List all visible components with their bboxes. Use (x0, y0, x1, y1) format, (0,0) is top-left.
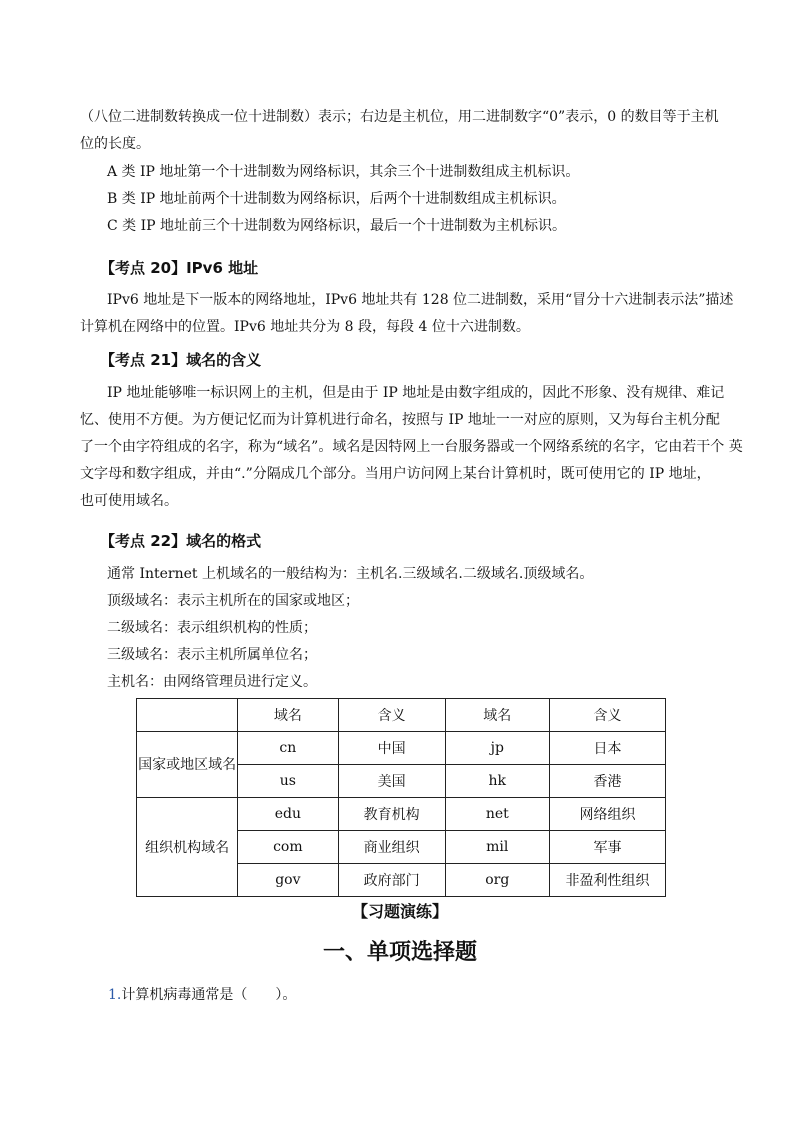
table-cell: mil (445, 831, 549, 864)
table-cell: us (238, 765, 338, 798)
table-cell: edu (238, 798, 338, 831)
table-header-cell: 含义 (338, 699, 445, 732)
table-cell: 美国 (338, 765, 445, 798)
section-21-line-1: IP 地址能够唯一标识网上的主机，但是由于 IP 地址是由数字组成的，因此不形象、没有规律、难记 (107, 385, 725, 401)
table-cell: 香港 (549, 765, 665, 798)
section-22-line-1: 通常 Internet 上机域名的一般结构为：主机名.三级域名.二级域名.顶级域名。 (107, 566, 594, 582)
section-20-line-1: IPv6 地址是下一版本的网络地址，IPv6 地址共有 128 位二进制数，采用“冒分十六进制表示法”描述 (107, 292, 734, 308)
section-20-line-2: 计算机在网络中的位置。IPv6 地址共分为 8 段，每段 4 位十六进制数。 (80, 319, 530, 335)
table-cell: 教育机构 (338, 798, 445, 831)
question-number: 1. (108, 987, 122, 1003)
table-cell: 政府部门 (338, 864, 445, 897)
section-22-line-2: 顶级域名：表示主机所在的国家或地区； (107, 593, 359, 609)
table-cell: com (238, 831, 338, 864)
group-label-country: 国家或地区域名 (137, 732, 238, 798)
table-row (137, 798, 666, 831)
table-cell: hk (445, 765, 549, 798)
class-c-text: C 类 IP 地址前三个十进制数为网络标识，最后一个十进制数为主机标识。 (107, 218, 567, 234)
section-20-heading: 【考点 20】IPv6 地址 (100, 259, 259, 277)
exercise-part-heading: 一、单项选择题 (322, 940, 477, 965)
group-label-organization: 组织机构域名 (137, 798, 238, 897)
table-row (137, 732, 666, 765)
table-cell: 军事 (549, 831, 665, 864)
table-cell: jp (445, 732, 549, 765)
class-a-text: A 类 IP 地址第一个十进制数为网络标识，其余三个十进制数组成主机标识。 (107, 164, 580, 180)
table-header-row (137, 699, 666, 732)
table-cell: 网络组织 (549, 798, 665, 831)
section-21-line-4: 文字母和数字组成，并由“.”分隔成几个部分。当用户访问网上某台计算机时，既可使用它的 IP 地址， (80, 466, 711, 482)
table-cell: 非盈利性组织 (549, 864, 665, 897)
section-22-line-3: 二级域名：表示组织机构的性质； (107, 620, 317, 636)
section-22-line-5: 主机名：由网络管理员进行定义。 (107, 674, 317, 690)
section-22-line-4: 三级域名：表示主机所属单位名； (107, 647, 317, 663)
intro-line-1: （八位二进制数转换成一位十进制数）表示；右边是主机位，用二进制数字“0”表示，0 的数目等于主机 (80, 109, 719, 125)
section-21-heading: 【考点 21】域名的含义 (100, 351, 262, 369)
table-header-cell: 域名 (445, 699, 549, 732)
domain-table (136, 698, 666, 897)
section-22-heading: 【考点 22】域名的格式 (100, 532, 262, 550)
intro-line-2: 位的长度。 (80, 136, 150, 152)
question-text: 计算机病毒通常是（ ）。 (121, 987, 297, 1003)
table-cell: 商业组织 (338, 831, 445, 864)
table-header-cell: 含义 (549, 699, 665, 732)
table-cell: 日本 (549, 732, 665, 765)
table-header-cell (137, 699, 238, 732)
table-cell: net (445, 798, 549, 831)
section-21-line-2: 忆、使用不方便。为方便记忆而为计算机进行命名，按照与 IP 地址一一对应的原则，又为每台主机分配 (80, 412, 720, 428)
table-header-cell: 域名 (238, 699, 338, 732)
question-1 (108, 985, 296, 1005)
table-cell: org (445, 864, 549, 897)
exercise-title: 【习题演练】 (351, 902, 448, 921)
class-b-text: B 类 IP 地址前两个十进制数为网络标识，后两个十进制数组成主机标识。 (107, 191, 566, 207)
section-21-line-5: 也可使用域名。 (80, 493, 178, 509)
section-21-line-3: 了一个由字符组成的名字，称为“域名”。域名是因特网上一台服务器或一个网络系统的名字，它由若干个 英 (80, 439, 743, 455)
table-cell: cn (238, 732, 338, 765)
table-cell: 中国 (338, 732, 445, 765)
table-cell: gov (238, 864, 338, 897)
